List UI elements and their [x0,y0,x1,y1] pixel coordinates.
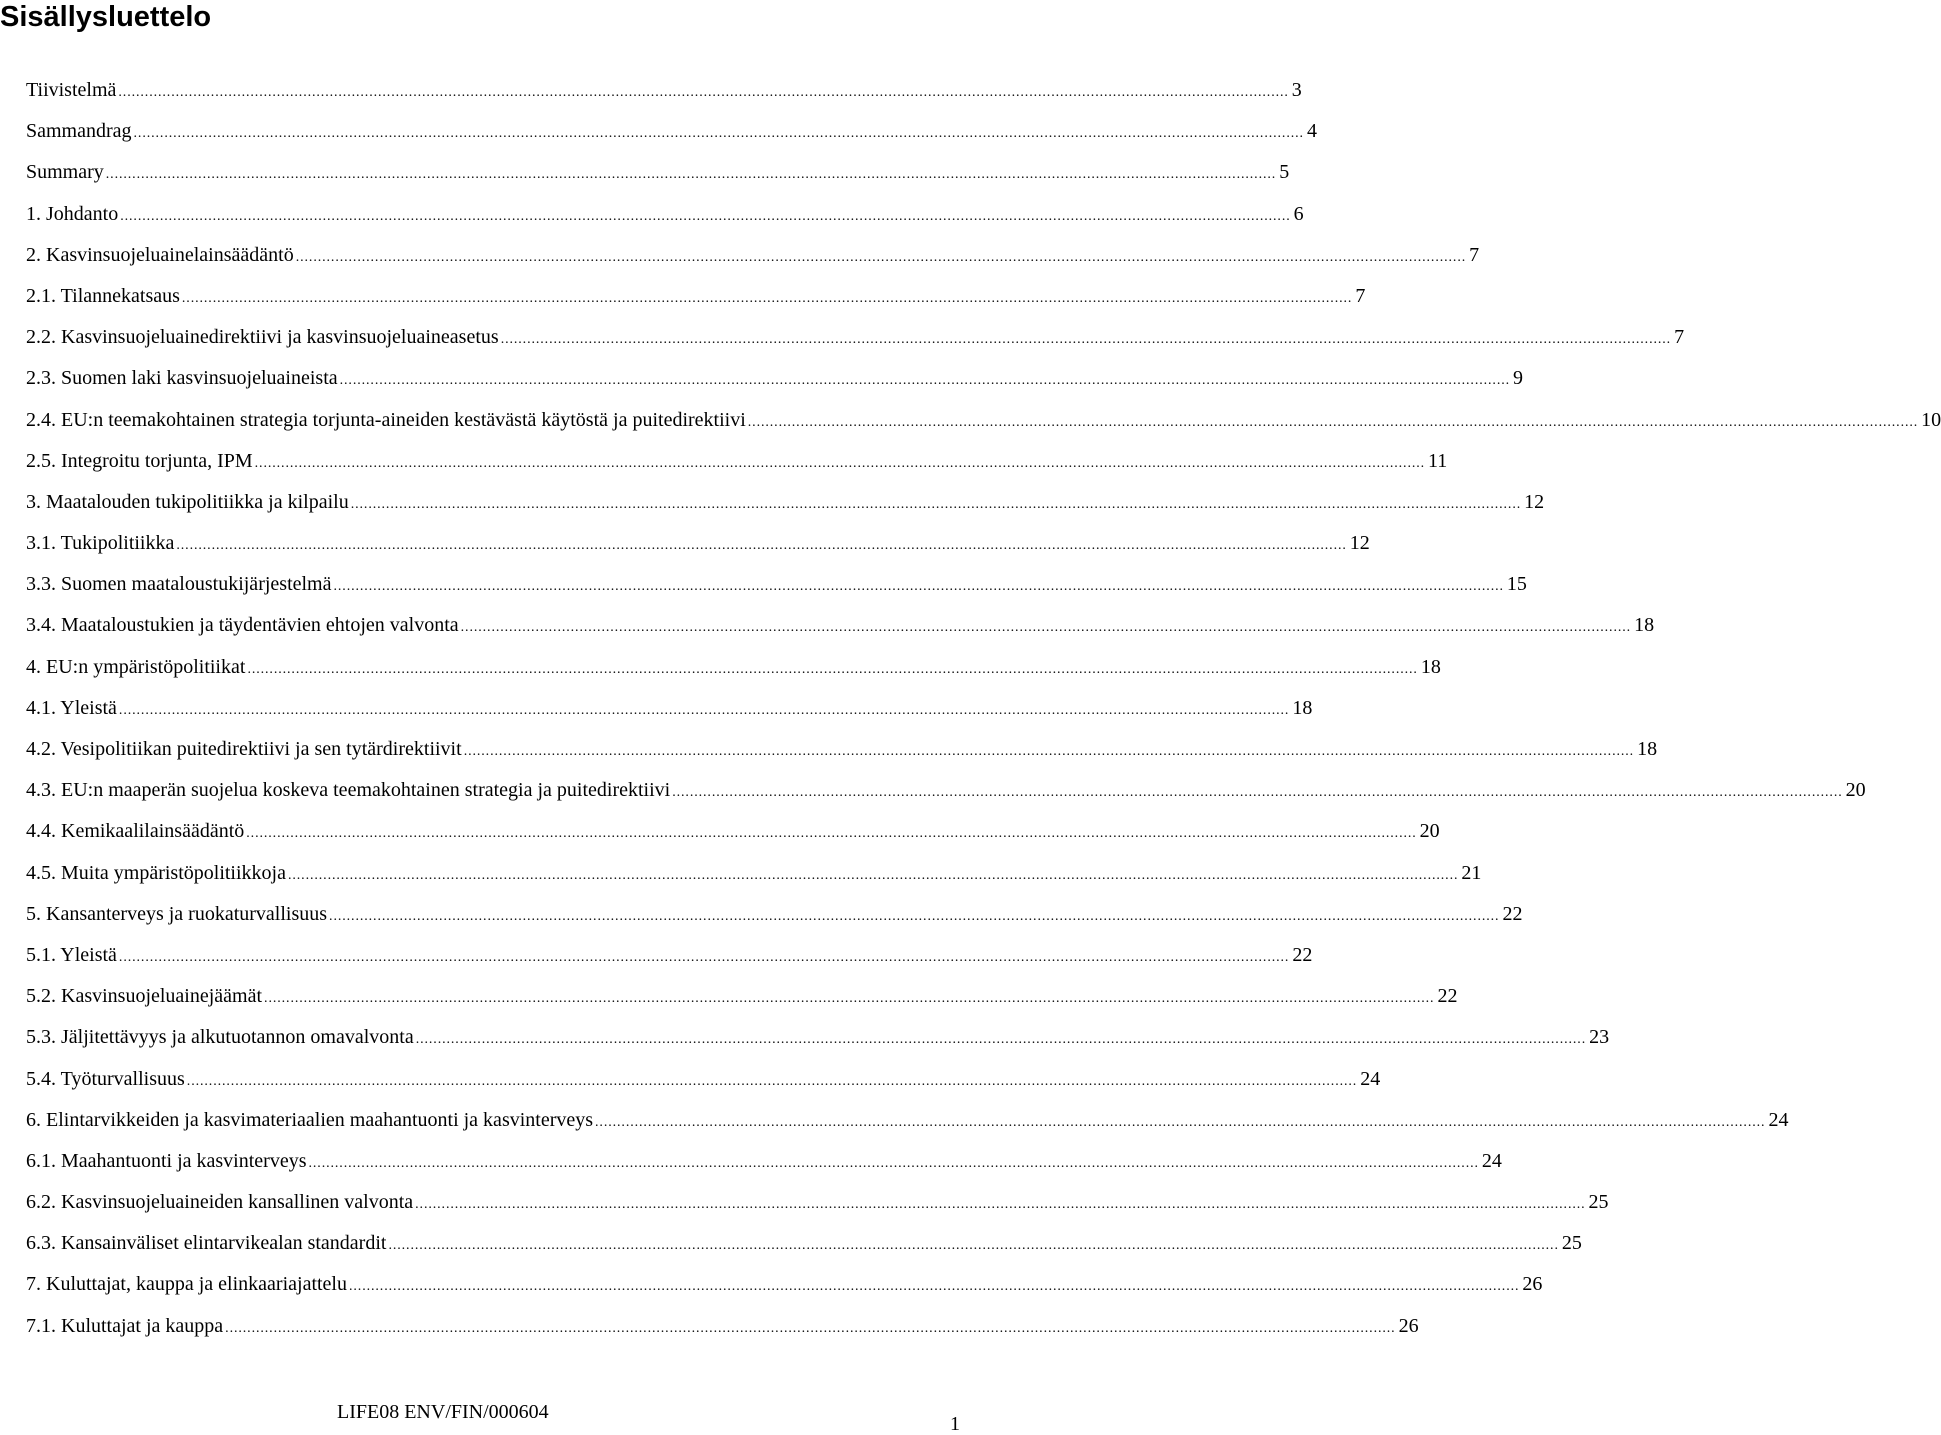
toc-entry-page-number: 12 [1349,532,1370,555]
toc-entry-page-number: 18 [1637,738,1658,760]
footer-page-number: 1 [950,1413,960,1435]
toc-entry[interactable] [26,236,1480,277]
toc-entry-title: 5. Kansanterveys ja ruokaturvallisuus [26,902,328,925]
footer-project-code: LIFE08 ENV/FIN/000604 [337,1401,549,1423]
dot-leader [349,1268,1519,1306]
toc-entry-title: 4.5. Muita ympäristöpolitiikkoja [26,861,286,884]
dot-leader [501,321,1671,359]
toc-entry-page-number: 15 [1506,573,1527,596]
toc-entry[interactable] [26,195,1304,236]
toc-entry-title: Summary [26,161,104,184]
toc-entry[interactable] [26,359,1524,400]
toc-entry[interactable] [26,442,1448,483]
toc-entry-title: 3.3. Suomen maataloustukijärjestelmä [26,573,332,596]
toc-entry-page-number: 24 [1481,1149,1502,1172]
table-of-contents [26,71,1941,1348]
dot-leader [415,1186,1585,1224]
toc-entry-page-number: 11 [1428,449,1448,472]
dot-leader [187,1063,1357,1101]
toc-entry-page-number: 9 [1513,367,1524,390]
toc-entry-title: 4.3. EU:n maaperän suojelua koskeva teemakohtainen strategia ja puitedirektiivi [26,779,671,802]
toc-entry[interactable] [26,565,1527,606]
toc-entry[interactable] [26,1142,1502,1183]
toc-entry-page-number: 24 [1768,1108,1789,1131]
toc-entry-title: 7.1. Kuluttajat ja kauppa [26,1314,224,1337]
dot-leader [119,692,1289,730]
toc-entry[interactable] [26,854,1482,895]
toc-entry-page-number: 25 [1588,1191,1609,1214]
toc-entry[interactable] [26,277,1366,318]
dot-leader [416,1021,1586,1059]
toc-entry-title: 6. Elintarvikkeiden ja kasvimateriaalien maahantuonti ja kasvinterveys [26,1108,594,1131]
toc-entry-title: 5.2. Kasvinsuojeluainejäämät [26,985,263,1008]
toc-entry-title: Sammandrag [26,120,132,143]
toc-entry[interactable] [26,1183,1609,1224]
toc-entry-title: 2.5. Integroitu torjunta, IPM [26,449,253,472]
dot-leader [106,156,1276,194]
dot-leader [464,733,1634,771]
dot-leader [255,445,1425,483]
toc-entry-page-number: 20 [1845,779,1866,802]
dot-leader [225,1310,1395,1348]
toc-entry[interactable] [26,812,1440,853]
dot-leader [595,1104,1765,1142]
page-title: Sisällysluettelo [0,1,212,33]
dot-leader [329,898,1499,936]
toc-entry[interactable] [26,483,1545,524]
toc-entry[interactable] [26,1101,1789,1142]
toc-entry-page-number: 24 [1360,1067,1381,1090]
toc-entry-title: 4.4. Kemikaalilainsäädäntö [26,820,245,843]
toc-entry-title: 2.3. Suomen laki kasvinsuojeluaineista [26,367,338,390]
dot-leader [134,115,1304,153]
dot-leader [334,568,1504,606]
dot-leader [340,362,1510,400]
dot-leader [672,774,1842,812]
toc-entry-page-number: 10 [1921,408,1941,431]
toc-entry-page-number: 21 [1461,861,1482,884]
toc-entry[interactable] [26,936,1313,977]
toc-entry-page-number: 3 [1291,79,1302,101]
dot-leader [182,280,1352,318]
toc-entry[interactable] [26,71,1302,112]
toc-entry-page-number: 26 [1522,1273,1543,1296]
toc-entry-title: 6.3. Kansainväliset elintarvikealan standardit [26,1232,387,1255]
toc-entry[interactable] [26,112,1317,153]
toc-entry[interactable] [26,648,1441,689]
dot-leader [461,609,1631,647]
toc-entry-page-number: 18 [1634,614,1655,637]
toc-entry-page-number: 26 [1398,1314,1419,1337]
toc-entry-title: 2.4. EU:n teemakohtainen strategia torjunta-aineiden kestävästä käytöstä ja puitedirektiivi [26,408,746,431]
toc-entry-page-number: 18 [1420,655,1441,678]
toc-entry[interactable] [26,730,1658,771]
toc-entry-page-number: 7 [1355,284,1366,307]
toc-entry-page-number: 4 [1306,120,1317,143]
toc-entry-title: 3. Maatalouden tukipolitiikka ja kilpailu [26,490,349,513]
toc-entry-title: 2.2. Kasvinsuojeluainedirektiivi ja kasvinsuojeluaineasetus [26,326,499,349]
toc-entry[interactable] [26,895,1523,936]
toc-entry-title: 2. Kasvinsuojeluainelainsäädäntö [26,243,294,266]
dot-leader [351,486,1521,524]
dot-leader [247,651,1417,689]
toc-entry[interactable] [26,153,1290,194]
toc-entry-title: 1. Johdanto [26,202,119,225]
dot-leader [288,857,1458,895]
toc-entry[interactable] [26,689,1313,730]
toc-entry-title: 5.4. Työturvallisuus [26,1067,185,1090]
toc-entry[interactable] [26,1307,1419,1348]
toc-entry[interactable] [26,1224,1582,1265]
toc-entry[interactable] [26,977,1458,1018]
toc-entry-page-number: 22 [1292,943,1313,966]
dot-leader [176,527,1346,565]
dot-leader [296,239,1466,277]
toc-entry[interactable] [26,1265,1543,1306]
toc-entry-page-number: 12 [1524,490,1545,513]
toc-entry-page-number: 5 [1279,161,1290,184]
toc-entry-page-number: 6 [1293,202,1304,225]
toc-entry[interactable] [26,524,1370,565]
toc-entry[interactable] [26,401,1941,442]
toc-entry[interactable] [26,606,1655,647]
toc-entry-title: 2.1. Tilannekatsaus [26,284,180,307]
dot-leader [246,815,1416,853]
toc-entry-title: 4.1. Yleistä [26,696,117,719]
toc-entry-page-number: 7 [1674,326,1685,349]
toc-entry-page-number: 22 [1437,985,1458,1008]
toc-entry-title: 7. Kuluttajat, kauppa ja elinkaariajattelu [26,1273,347,1296]
toc-entry[interactable] [26,318,1685,359]
toc-entry-page-number: 7 [1469,243,1480,266]
toc-entry-title: 6.2. Kasvinsuojeluaineiden kansallinen valvonta [26,1191,414,1214]
toc-entry-page-number: 18 [1292,696,1313,719]
toc-entry-title: 5.1. Yleistä [26,943,117,966]
toc-entry[interactable] [26,1018,1610,1059]
toc-entry-title: 6.1. Maahantuonti ja kasvinterveys [26,1149,307,1172]
toc-entry-title: Tiivistelmä [26,79,117,101]
dot-leader [748,404,1918,442]
toc-entry-page-number: 22 [1502,902,1523,925]
toc-entry-title: 4. EU:n ympäristöpolitiikat [26,655,246,678]
dot-leader [119,939,1289,977]
dot-leader [388,1227,1558,1265]
toc-entry[interactable] [26,1060,1381,1101]
toc-entry-title: 5.3. Jäljitettävyys ja alkutuotannon omavalvonta [26,1026,414,1049]
toc-entry-title: 3.4. Maataloustukien ja täydentävien ehtojen valvonta [26,614,459,637]
toc-entry-page-number: 25 [1561,1232,1582,1255]
dot-leader [264,980,1434,1018]
dot-leader [120,198,1290,236]
toc-entry-page-number: 23 [1589,1026,1610,1049]
dot-leader [309,1145,1479,1183]
toc-entry-page-number: 20 [1419,820,1440,843]
toc-entry[interactable] [26,771,1866,812]
toc-entry-title: 4.2. Vesipolitiikan puitedirektiivi ja sen tytärdirektiivit [26,738,462,760]
toc-entry-title: 3.1. Tukipolitiikka [26,532,175,555]
dot-leader [118,74,1288,112]
